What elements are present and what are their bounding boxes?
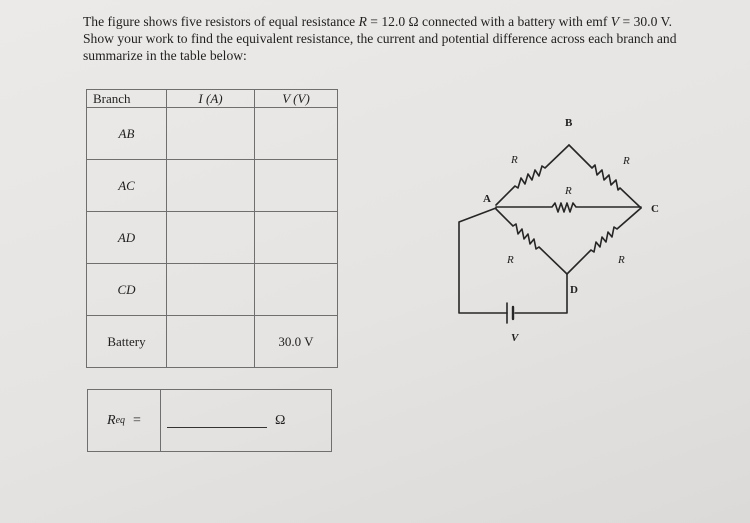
resistor-ac (496, 203, 641, 212)
table-row (87, 108, 338, 160)
branch-cell: CD (87, 264, 167, 316)
resistor-ab-label: R (511, 154, 518, 166)
current-cell[interactable] (167, 160, 255, 212)
header-current: I (A) (167, 90, 255, 108)
header-branch: Branch (87, 90, 167, 108)
current-cell[interactable] (167, 108, 255, 160)
branch-cell: Battery (87, 316, 167, 368)
req-label: R eq = (88, 390, 161, 451)
v-value: = 30.0 V. Show your work to find the equivalent resistance, the current and potential difference (83, 14, 672, 47)
voltage-cell[interactable] (255, 108, 338, 160)
wire-right (515, 274, 567, 313)
problem-line3: across each branch and summarize in the table below: (83, 31, 677, 64)
branch-cell: AD (87, 212, 167, 264)
current-cell[interactable] (167, 212, 255, 264)
table-row (87, 316, 338, 368)
branch-cell: AB (87, 108, 167, 160)
table-row (87, 212, 338, 264)
resistor-dc-label: R (618, 254, 625, 266)
circuit-diagram (455, 108, 695, 348)
req-answer-blank[interactable] (167, 413, 267, 428)
voltage-cell[interactable] (255, 264, 338, 316)
req-answer (161, 390, 331, 451)
resistor-ad-label: R (507, 254, 514, 266)
resistor-ab (496, 145, 569, 205)
ohm-unit: Ω (275, 412, 286, 428)
voltage-cell[interactable] (255, 212, 338, 264)
current-cell[interactable] (167, 264, 255, 316)
r-value: = 12.0 Ω connected with a battery with emf (366, 14, 608, 29)
node-c-label: C (651, 203, 659, 215)
problem-statement (83, 13, 683, 65)
voltage-cell[interactable] (255, 160, 338, 212)
branch-cell: AC (87, 160, 167, 212)
table-row (87, 264, 338, 316)
equivalent-resistance-box (87, 389, 332, 452)
problem-line1: The figure shows five resistors of equal resistance (83, 14, 356, 29)
resistor-dc (567, 208, 641, 274)
battery-label: V (511, 332, 519, 344)
v-symbol: V (610, 14, 620, 29)
results-table (86, 89, 338, 368)
header-voltage: V (V) (255, 90, 338, 108)
req-equals: = (133, 412, 141, 428)
resistor-ac-label: R (565, 185, 572, 197)
voltage-cell[interactable]: 30.0 V (255, 316, 338, 368)
node-b-label: B (565, 117, 573, 129)
resistor-bc-label: R (623, 155, 630, 167)
node-a-label: A (483, 193, 491, 205)
current-cell[interactable] (167, 316, 255, 368)
table-row (87, 160, 338, 212)
node-d-label: D (570, 284, 578, 296)
resistor-bc (569, 145, 641, 208)
r-symbol: R (358, 14, 367, 29)
wire-left (459, 208, 507, 313)
